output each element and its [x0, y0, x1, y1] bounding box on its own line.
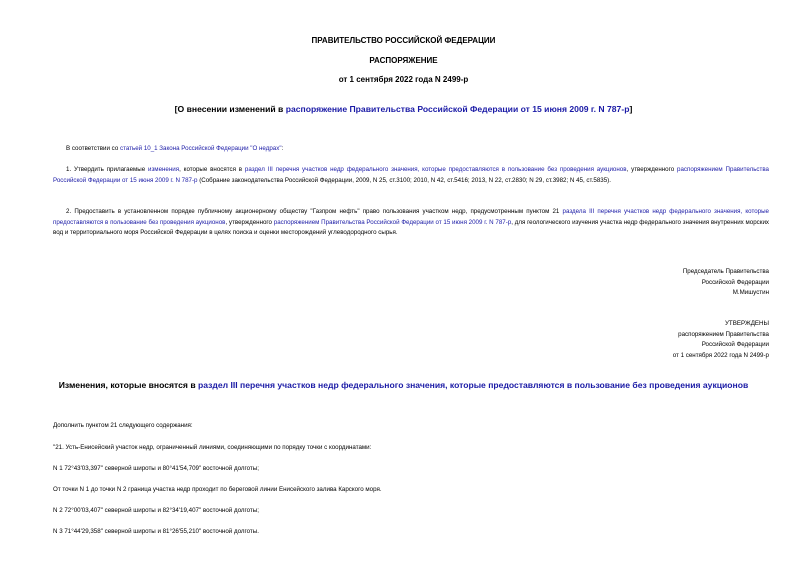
p1-text-3: , утвержденного [626, 166, 678, 173]
p2-text-2: , утвержденного [225, 218, 274, 226]
signature-position: Председатель Правительства [682, 268, 769, 275]
doc-type-heading: РАСПОРЯЖЕНИЕ [369, 56, 438, 65]
boundary-note: От точки N 1 до точки N 2 граница участка недр проходит по береговой линии Енисейского залива Карского моря. [53, 486, 382, 493]
approved-country: Российской Федерации [701, 341, 769, 348]
approved-label: УТВЕРЖДЕНЫ [725, 320, 769, 327]
paragraph-2 [53, 207, 769, 239]
date-number-heading: от 1 сентября 2022 года N 2499-р [338, 75, 469, 84]
p1-text-1: 1. Утвердить прилагаемые [66, 166, 149, 173]
p1-link-changes[interactable]: изменения [148, 166, 180, 173]
changes-line-2: "21. Усть-Енисейский участок недр, ограниченный линиями, соединяющими по порядку точки с координатами: [53, 444, 372, 451]
p2-link-section[interactable]: раздела III перечня участков недр федерального значения, которые предоставляются в пользование без проведения аукционов [53, 208, 769, 226]
signature-country: Российской Федерации [701, 278, 769, 286]
paragraph-1 [53, 165, 769, 186]
p2-link-order[interactable]: распоряжением Правительства Российской Федерации от 15 июня 2009 г. N 787-р [273, 218, 512, 226]
intro-link[interactable]: статьей 10_1 Закона Российской Федерации "О недрах" [119, 145, 282, 152]
changes-prefix: Изменения, которые вносятся в [58, 380, 198, 390]
p1-text-2: , которые вносятся в [179, 166, 245, 173]
p1-link-order[interactable]: распоряжением Правительства Российской Федерации от 15 июня 2009 г. N 787-р [53, 166, 769, 184]
title-suffix: ] [629, 104, 633, 114]
changes-link[interactable]: раздел III перечня участков недр федерального значения, которые предоставляются в пользование без проведения аукционов [198, 380, 749, 390]
signature-name: М.Мишустин [732, 289, 769, 296]
p2-text-1: 2. Предоставить в установленном порядке публичному акционерному обществу "Газпром нефть" право пользования участком недр, предусмотренным пунктом 21 [66, 208, 563, 215]
title-link[interactable]: распоряжение Правительства Российской Федерации от 15 июня 2009 г. N 787-р [285, 104, 630, 114]
intro-paragraph [66, 144, 766, 155]
coordinate-point-2: N 2 72°00'03,407" северной широты и 82°34'19,407" восточной долготы; [53, 507, 259, 514]
p2-text-3: , для геологического изучения участка недр федерального значения внутренних морских вод и территориального моря Российской Федерации в целях поиска и оценки месторождений углеводородного сырья. [53, 218, 770, 236]
changes-heading [0, 380, 807, 390]
signature-block [469, 267, 769, 299]
approved-by: распоряжением Правительства [678, 330, 769, 338]
coordinate-point-1: N 1 72°43'03,397" северной широты и 80°41'54,709" восточной долготы; [53, 465, 259, 472]
org-heading: ПРАВИТЕЛЬСТВО РОССИЙСКОЙ ФЕДЕРАЦИИ [311, 36, 496, 45]
approved-date: от 1 сентября 2022 года N 2499-р [672, 351, 769, 359]
title-prefix: [О внесении изменений в [174, 104, 286, 114]
document-title [0, 104, 807, 114]
intro-suffix: : [281, 145, 284, 152]
p1-link-section[interactable]: раздел III перечня участков недр федерального значения, которые предоставляются в пользование без проведения аукционов [244, 166, 627, 173]
changes-line-1: Дополнить пунктом 21 следующего содержания: [53, 422, 193, 429]
coordinate-point-3: N 3 71°44'29,358" северной широты и 81°26'55,210" восточной долготы. [53, 528, 259, 535]
intro-prefix: В соответствии со [66, 145, 120, 152]
p1-text-4: (Собрание законодательства Российской Федерации, 2009, N 25, ст.3100; 2010, N 42, ст.5416; 2013, N 22, ст.2830; N 29, ст.3982; N 45, ст.5835). [197, 176, 611, 184]
approved-block [469, 319, 769, 361]
